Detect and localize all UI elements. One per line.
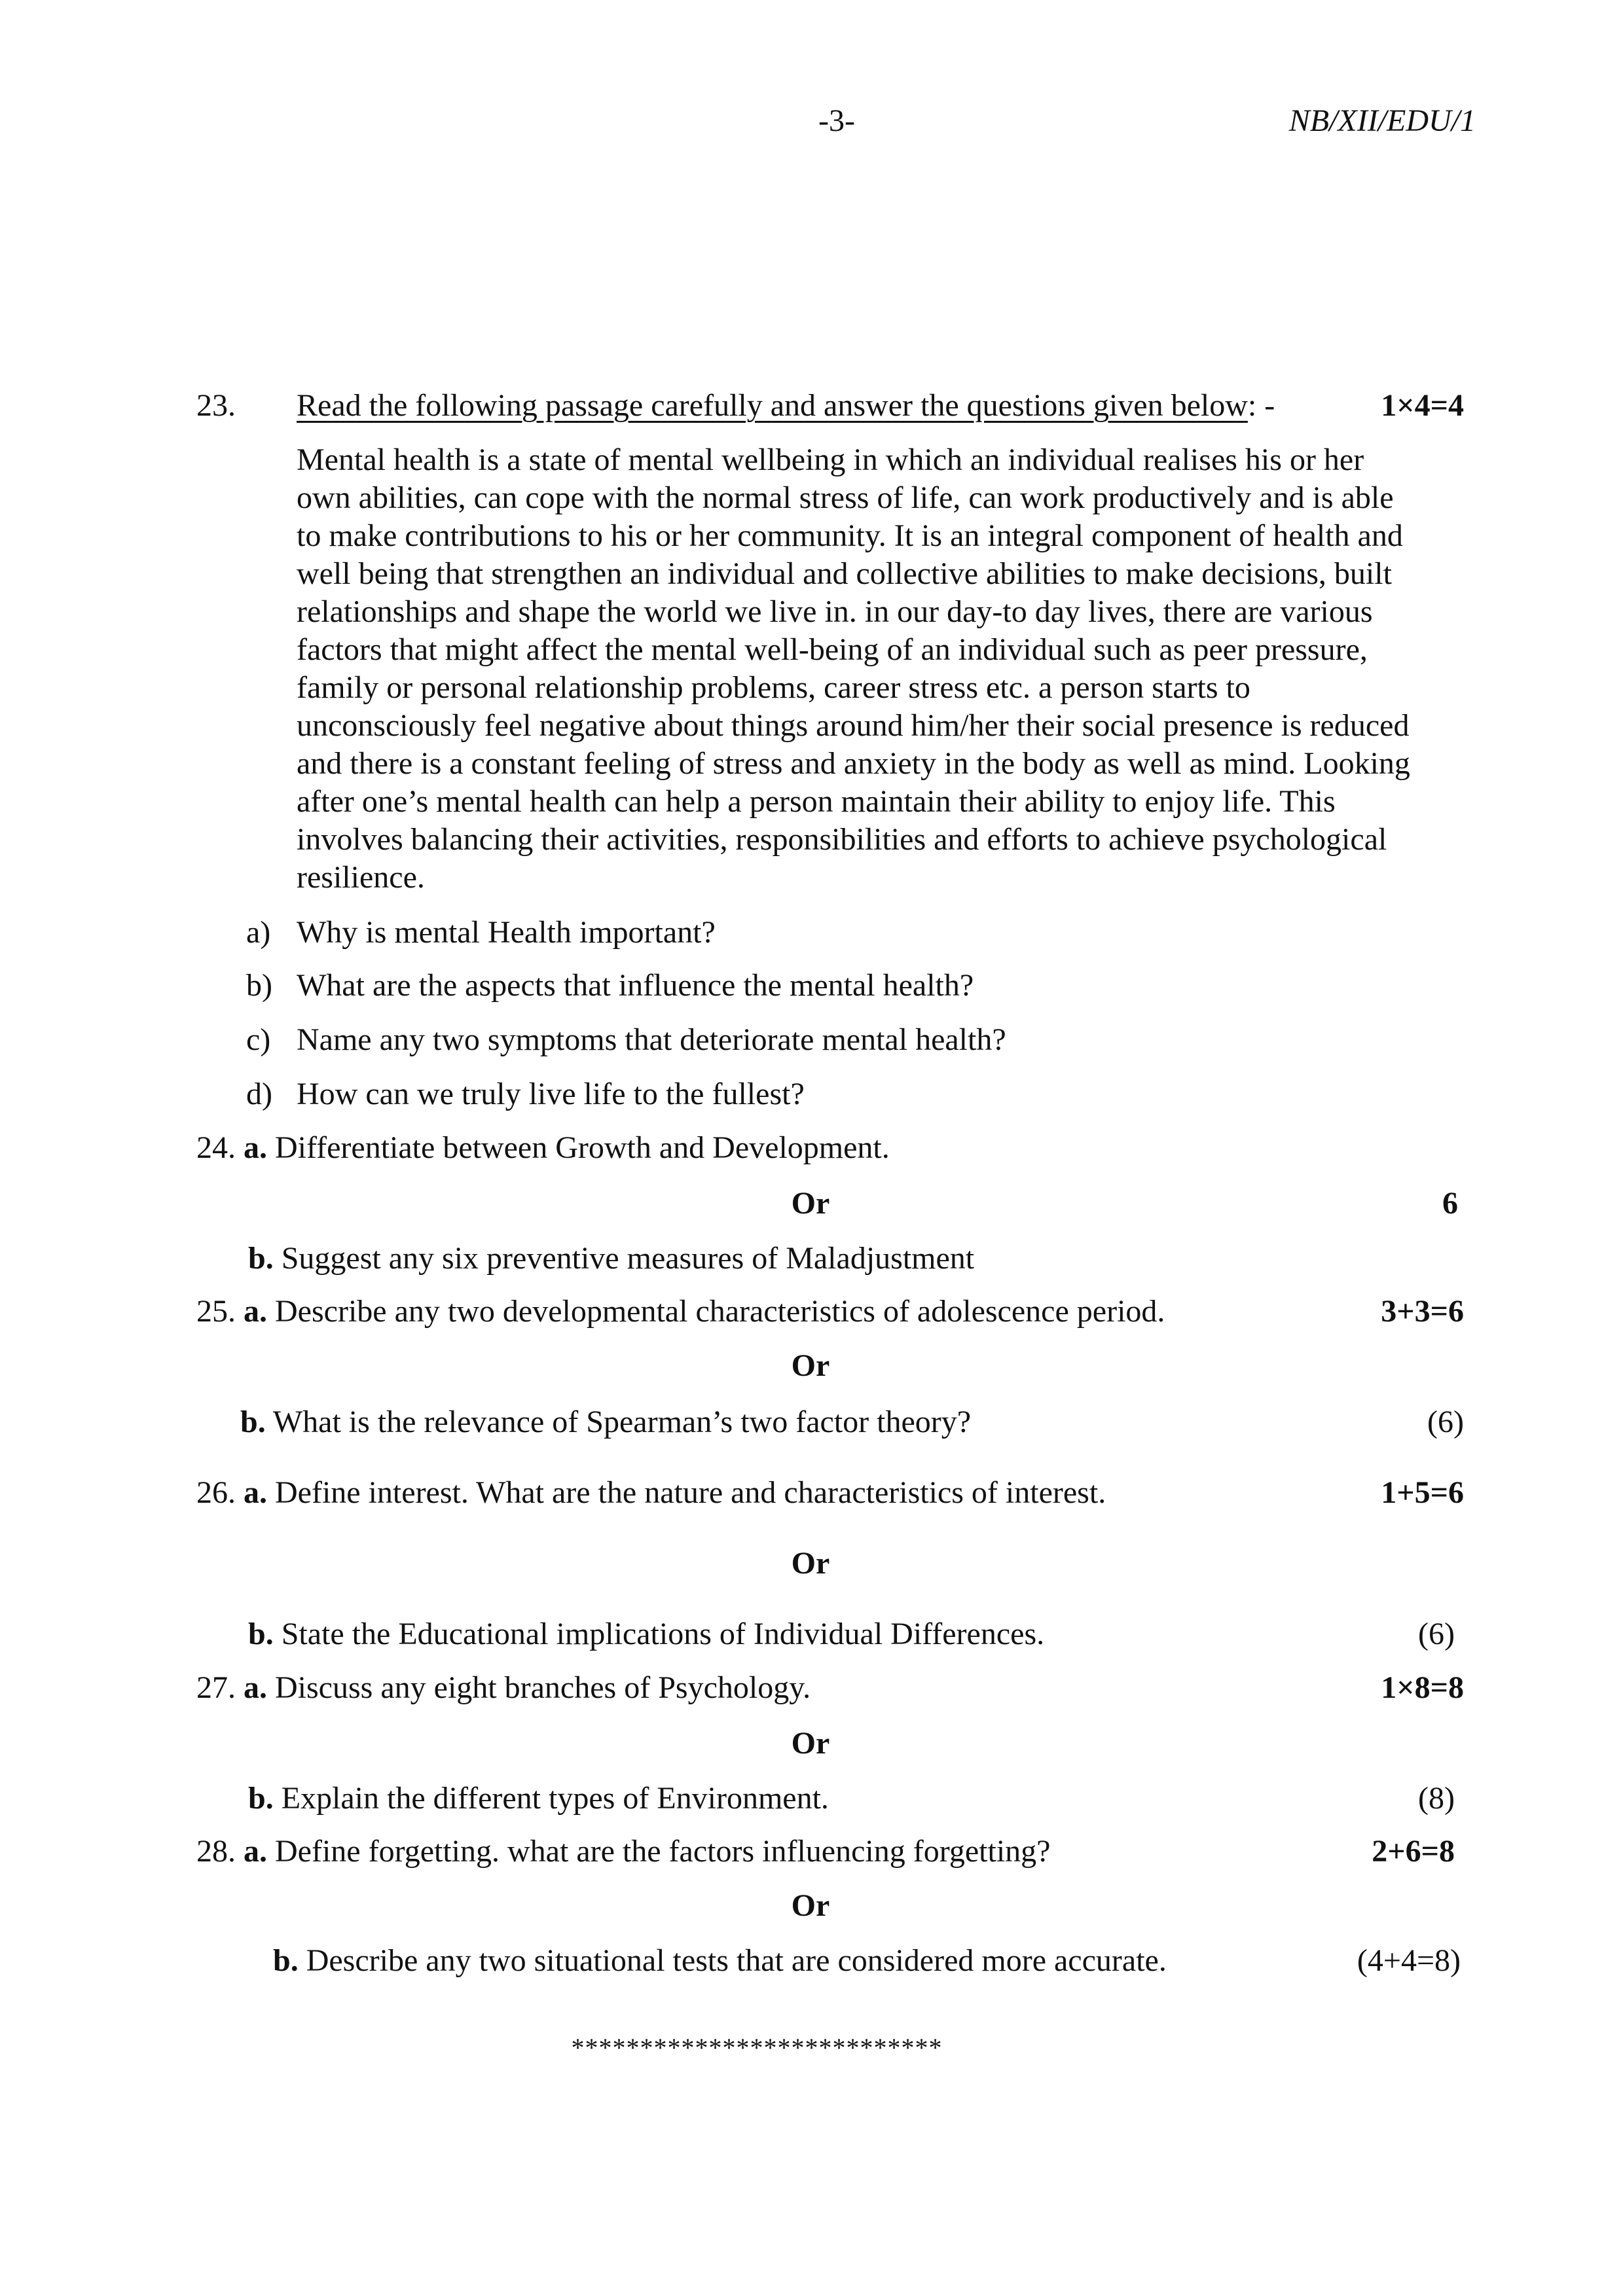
passage-line: resilience. <box>297 860 425 895</box>
question-24-marks: 6 <box>1442 1186 1458 1221</box>
question-25-a-marks: 3+3=6 <box>1381 1294 1464 1329</box>
passage-line: Mental health is a state of mental wellbeing in which an individual realises his or her <box>297 442 1364 477</box>
subquestion-a-text: Why is mental Health important? <box>297 915 716 950</box>
question-number: 24. <box>196 1130 236 1165</box>
passage-line: family or personal relationship problems, career stress etc. a person starts to <box>297 670 1250 705</box>
question-number: 28. <box>196 1834 236 1869</box>
passage-line: involves balancing their activities, responsibilities and efforts to achieve psychological <box>297 822 1387 857</box>
option-text: Discuss any eight branches of Psychology. <box>275 1670 811 1705</box>
question-24-b <box>248 1240 974 1278</box>
question-26-b-marks: (6) <box>1418 1617 1455 1651</box>
or-divider: Or <box>791 1888 830 1923</box>
passage-line: unconsciously feel negative about things around him/her their social presence is reduced <box>297 708 1410 743</box>
end-marker: *************************** <box>571 2033 943 2062</box>
passage-line: relationships and shape the world we live in. in our day-to day lives, there are various <box>297 594 1373 629</box>
page-number: -3- <box>818 103 855 138</box>
subquestion-d-text: How can we truly live life to the fullest? <box>297 1077 805 1111</box>
option-label: a. <box>244 1294 267 1329</box>
passage-line: to make contributions to his or her community. It is an integral component of health and <box>297 518 1403 553</box>
option-text: Differentiate between Growth and Development. <box>275 1130 890 1165</box>
option-label: a. <box>244 1130 267 1165</box>
option-text: Describe any two situational tests that are considered more accurate. <box>306 1943 1167 1978</box>
question-26-b <box>248 1615 1044 1653</box>
option-label: b. <box>248 1241 274 1276</box>
question-number: 27. <box>196 1670 236 1705</box>
question-28-b-marks: (4+4=8) <box>1357 1943 1461 1978</box>
question-28-a <box>196 1833 1050 1871</box>
passage-line: own abilities, can cope with the normal stress of life, can work productively and is able <box>297 480 1394 515</box>
or-divider: Or <box>791 1546 830 1581</box>
question-number: 26. <box>196 1475 236 1510</box>
question-23-instruction <box>297 387 1275 425</box>
option-label: a. <box>244 1670 267 1705</box>
option-text: What is the relevance of Spearman’s two factor theory? <box>272 1405 972 1439</box>
question-28-a-marks: 2+6=8 <box>1372 1834 1455 1869</box>
option-text: Suggest any six preventive measures of Maladjustment <box>281 1241 975 1276</box>
subquestion-d-label: d) <box>246 1077 272 1111</box>
question-25-b <box>240 1403 971 1441</box>
question-28-b <box>273 1942 1167 1980</box>
passage-line: well being that strengthen an individual and collective abilities to make decisions, built <box>297 556 1392 591</box>
option-label: b. <box>273 1943 299 1978</box>
question-27-a-marks: 1×8=8 <box>1381 1670 1464 1705</box>
question-26-a-marks: 1+5=6 <box>1381 1475 1464 1510</box>
instruction-text: Read the following passage carefully and answer the questions given below <box>297 388 1248 423</box>
subquestion-a-label: a) <box>246 915 271 950</box>
option-label: b. <box>248 1617 274 1651</box>
passage-line: after one’s mental health can help a person maintain their ability to enjoy life. This <box>297 784 1336 819</box>
option-text: Define forgetting. what are the factors influencing forgetting? <box>275 1834 1051 1869</box>
option-text: Define interest. What are the nature and characteristics of interest. <box>275 1475 1106 1510</box>
question-23-number: 23. <box>196 388 236 423</box>
passage-line: and there is a constant feeling of stress and anxiety in the body as well as mind. Looking <box>297 746 1410 781</box>
passage-line: factors that might affect the mental well-being of an individual such as peer pressure, <box>297 632 1368 667</box>
option-label: a. <box>244 1475 267 1510</box>
or-divider: Or <box>791 1348 830 1383</box>
subquestion-c-text: Name any two symptoms that deteriorate mental health? <box>297 1022 1006 1057</box>
option-text: State the Educational implications of Individual Differences. <box>281 1617 1045 1651</box>
subquestion-b-text: What are the aspects that influence the mental health? <box>297 968 974 1003</box>
question-25-a <box>196 1293 1165 1331</box>
subquestion-c-label: c) <box>246 1022 271 1057</box>
option-label: b. <box>248 1781 274 1816</box>
option-label: a. <box>244 1834 267 1869</box>
question-number: 25. <box>196 1294 236 1329</box>
question-25-b-marks: (6) <box>1427 1405 1464 1439</box>
option-text: Describe any two developmental characteristics of adolescence period. <box>275 1294 1165 1329</box>
question-26-a <box>196 1474 1106 1512</box>
paper-code: NB/XII/EDU/1 <box>1288 103 1476 138</box>
question-24-a <box>196 1129 890 1167</box>
option-label: b. <box>240 1405 266 1439</box>
question-27-b <box>248 1780 829 1818</box>
or-divider: Or <box>791 1186 830 1221</box>
instruction-suffix: : - <box>1247 388 1275 423</box>
passage <box>297 441 1475 897</box>
subquestion-b-label: b) <box>246 968 272 1003</box>
question-27-a <box>196 1669 811 1707</box>
or-divider: Or <box>791 1726 830 1761</box>
option-text: Explain the different types of Environment. <box>281 1781 829 1816</box>
question-23-marks: 1×4=4 <box>1381 388 1464 423</box>
question-27-b-marks: (8) <box>1418 1781 1455 1816</box>
